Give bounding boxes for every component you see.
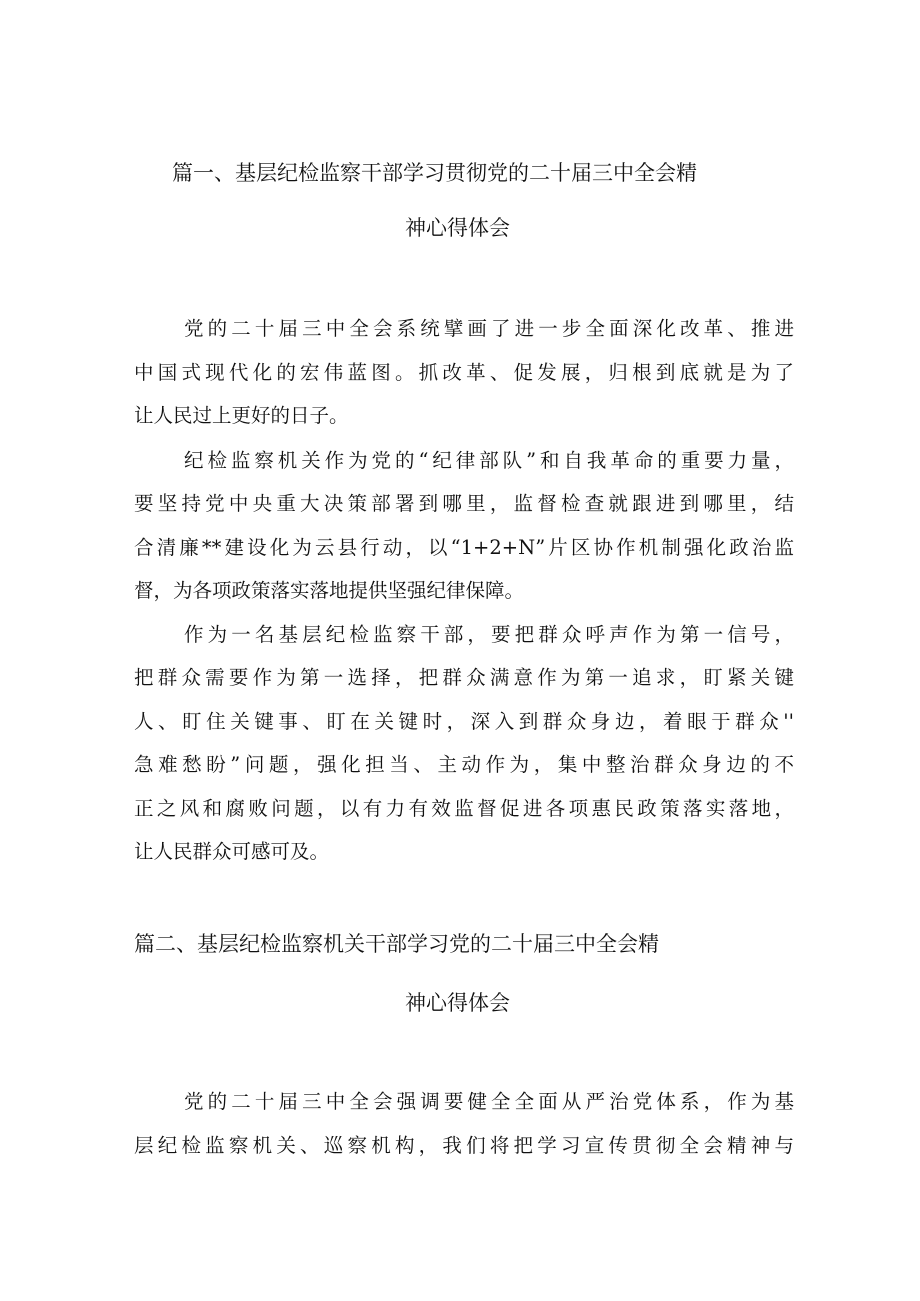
section-1-paragraph-3-line-4: 急难愁盼”问题，强化担当、主动作为，集中整治群众身边的不 bbox=[134, 753, 794, 776]
section-2-paragraph-1-line-2: 层纪检监察机关、巡察机构，我们将把学习宣传贯彻全会精神与 bbox=[134, 1134, 794, 1157]
section-1-paragraph-3-line-2: 把群众需要作为第一选择，把群众满意作为第一追求，盯紧关键 bbox=[134, 666, 794, 689]
section-1-paragraph-1-line-3: 让人民过上更好的日子。 bbox=[134, 404, 349, 427]
section-1-title-line-1: 篇一、基层纪检监察干部学习贯彻党的二十届三中全会精 bbox=[172, 161, 697, 185]
section-1-title-line-2: 神心得体会 bbox=[405, 216, 510, 240]
section-2-paragraph-1-line-1: 党的二十届三中全会强调要健全全面从严治党体系，作为基 bbox=[184, 1090, 794, 1113]
section-1-paragraph-2-line-3: 合清廉**建设化为云县行动，以“1+2+N”片区协作机制强化政治监 bbox=[134, 536, 794, 559]
section-1-paragraph-1-line-2: 中国式现代化的宏伟蓝图。抓改革、促发展，归根到底就是为了 bbox=[134, 361, 794, 384]
section-1-paragraph-3-line-3: 人、盯住关键事、盯在关键时，深入到群众身边，着眼于群众'' bbox=[134, 710, 794, 733]
section-1-paragraph-3-line-6: 让人民群众可感可及。 bbox=[134, 840, 330, 863]
section-1-paragraph-3-line-1: 作为一名基层纪检监察干部，要把群众呼声作为第一信号， bbox=[184, 623, 794, 646]
section-1-paragraph-1-line-1: 党的二十届三中全会系统擘画了进一步全面深化改革、推进 bbox=[184, 317, 794, 340]
section-2-title-line-2: 神心得体会 bbox=[405, 991, 510, 1015]
section-1-paragraph-2-line-1: 纪检监察机关作为党的“纪律部队”和自我革命的重要力量， bbox=[184, 449, 794, 472]
section-1-paragraph-2-line-4: 督，为各项政策落实落地提供坚强纪律保障。 bbox=[134, 579, 525, 602]
section-2-title-line-1: 篇二、基层纪检监察机关干部学习党的二十届三中全会精 bbox=[134, 932, 659, 956]
section-1-paragraph-2-line-2: 要坚持党中央重大决策部署到哪里，监督检查就跟进到哪里，结 bbox=[134, 492, 794, 515]
section-1-paragraph-3-line-5: 正之风和腐败问题，以有力有效监督促进各项惠民政策落实落地， bbox=[134, 797, 794, 820]
